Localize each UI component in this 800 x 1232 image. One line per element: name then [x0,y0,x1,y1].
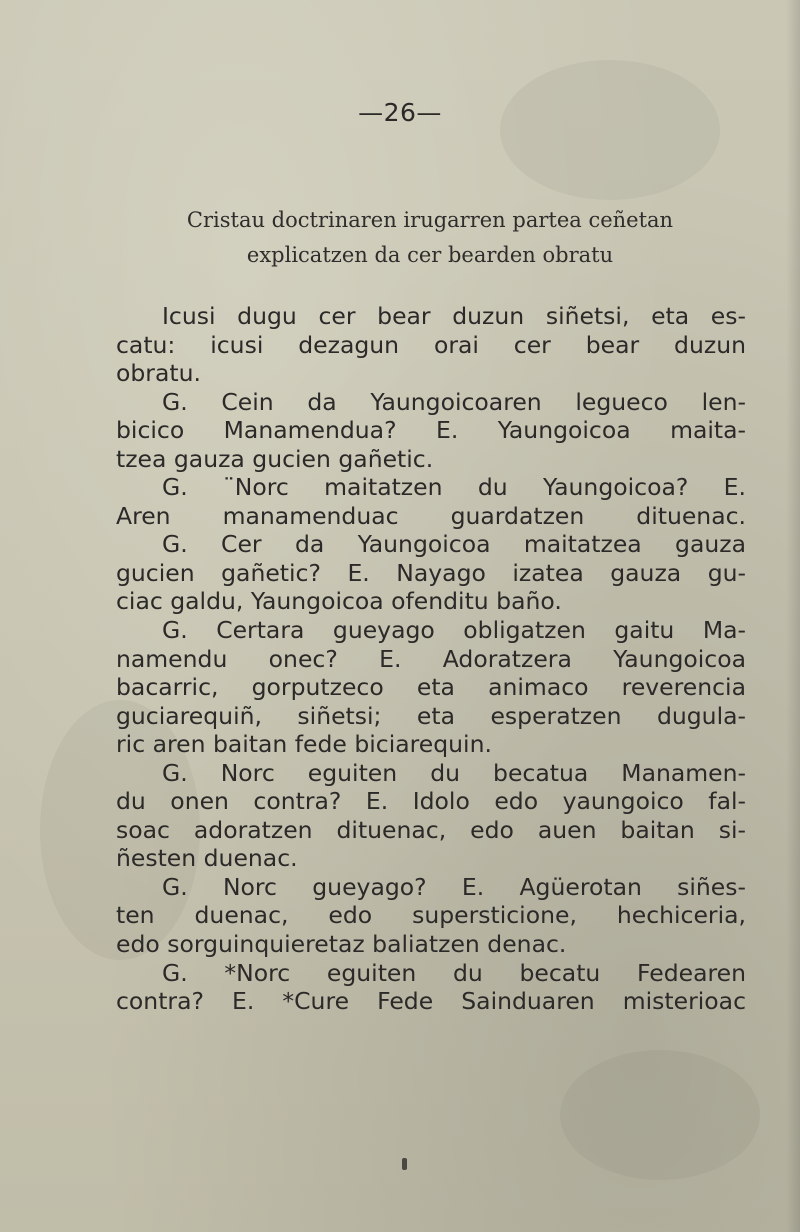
text-line: G. Norc gueyago? E. Agüerotan siñes- [162,872,746,901]
text-line: Icusi dugu cer bear duzun siñetsi, eta es- [162,302,746,330]
text-line: namendu onec? E. Adoratzera Yaungoicoa [116,644,746,673]
heading-line: Cristau doctrinaren irugarren partea ceñetan [186,208,674,232]
text-line: G. Norc eguiten du becatua Manamen- [162,758,746,787]
text-line: G. ¨Norc maitatzen du Yaungoicoa? E. [162,473,746,502]
text-line: guciarequiñ, siñetsi; eta esperatzen dugula- [116,701,746,730]
text-line: G. *Norc eguiten du becatu Fedearen [162,958,746,987]
text-line: ciac galdu, Yaungoicoa ofenditu baño. [116,587,562,616]
ink-mark [402,1158,407,1170]
page-number: —26— [358,98,442,127]
text-line: G. Certara gueyago obligatzen gaitu Ma- [162,616,746,645]
text-line: Aren manamenduac guardatzen dituenac. [116,501,746,530]
section-heading [120,203,740,273]
text-line: bicico Manamendua? E. Yaungoicoa maita- [116,416,746,445]
text-line: ric aren baitan fede biciarequin. [116,730,492,759]
page-edge-shadow [786,0,800,1232]
text-line: gucien gañetic? E. Nayago izatea gauza gu- [116,558,746,587]
text-line: G. Cer da Yaungoicoa maitatzea gauza [162,530,746,559]
text-line: soac adoratzen dituenac, edo auen baitan si- [116,815,746,844]
text-line: contra? E. *Cure Fede Sainduaren misterioac [116,987,746,1016]
paper-stain [560,1050,760,1180]
heading-line: explicatzen da cer bearden obratu [246,243,614,267]
text-line: bacarric, gorputzeco eta animaco reverencia [116,673,746,702]
body-text [116,302,746,1016]
text-line: catu: icusi dezagun orai cer bear duzun [116,330,746,359]
text-line: du onen contra? E. Idolo edo yaungoico fal- [116,787,746,816]
text-line: obratu. [116,359,201,388]
paper-stain [500,60,720,200]
text-line: edo sorguinquieretaz baliatzen denac. [116,930,567,959]
text-line: ten duenac, edo supersticione, hechiceria, [116,901,746,930]
text-line: ñesten duenac. [116,844,298,873]
text-line: tzea gauza gucien gañetic. [116,444,434,473]
text-line: G. Cein da Yaungoicoaren legueco len- [162,387,746,416]
